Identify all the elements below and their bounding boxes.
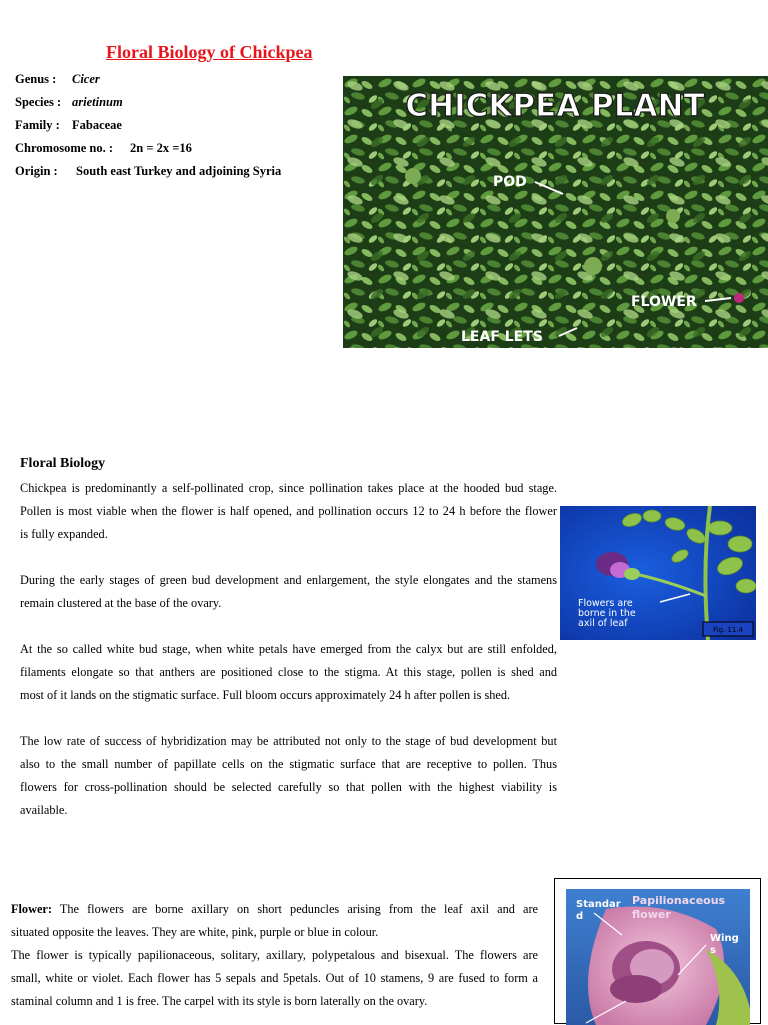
paragraph-line: situated opposite the leaves. They are white, pink, purple or blue in colour. bbox=[11, 925, 379, 939]
axil-caption-line: axil of leaf bbox=[578, 618, 628, 629]
paragraph-line: is fully expanded. bbox=[20, 527, 108, 541]
family-row bbox=[15, 118, 122, 133]
papilionaceous-flower-photo bbox=[566, 889, 750, 1025]
axil-flower-photo bbox=[560, 506, 756, 640]
species-row bbox=[15, 95, 123, 110]
chickpea-plant-photo bbox=[343, 76, 768, 348]
page-title: Floral Biology of Chickpea bbox=[106, 42, 313, 62]
pod-label: POD bbox=[493, 174, 527, 190]
paragraph-line: filaments elongate so that anthers are positioned close to the stigma. At this stage, pollen is shed and bbox=[20, 665, 557, 679]
axil-flower-illustration bbox=[560, 506, 756, 640]
papilionaceous-label-line: Papilionaceous bbox=[632, 894, 726, 907]
chromosome-value: 2n = 2x =16 bbox=[130, 141, 192, 155]
origin-label: Origin : bbox=[15, 164, 58, 178]
family-label: Family : bbox=[15, 118, 60, 132]
paragraph-line: Chickpea is predominantly a self-pollinated crop, since pollination takes place at the hooded bud stage. bbox=[20, 481, 557, 495]
origin-value: South east Turkey and adjoining Syria bbox=[76, 164, 282, 178]
standard-label-line: d bbox=[576, 911, 584, 922]
flower-line-text: The flowers are borne axillary on short peduncles arising from the leaf axil and are bbox=[51, 902, 538, 916]
genus-value: Cicer bbox=[72, 72, 100, 86]
flower-dot bbox=[734, 293, 744, 303]
standard-label-line: Standar bbox=[576, 899, 621, 910]
paragraph-line: During the early stages of green bud development and enlargement, the style elongates and the stamens bbox=[20, 573, 557, 587]
paragraph-pollination bbox=[20, 477, 557, 546]
leaflets-label: LEAF LETS bbox=[461, 329, 543, 345]
species-label: Species : bbox=[15, 95, 62, 109]
chromosome-row bbox=[15, 141, 192, 156]
axil-caption-line: Flowers are bbox=[578, 598, 633, 609]
paragraph-line: The low rate of success of hybridization may be attributed not only to the stage of bud development but bbox=[20, 734, 557, 748]
paragraph-line: flowers for cross-pollination should be selected carefully so that pollen with the highest viability is bbox=[20, 780, 557, 794]
chickpea-plant-illustration bbox=[343, 76, 768, 348]
family-value: Fabaceae bbox=[72, 118, 122, 132]
papilionaceous-flower-frame bbox=[554, 878, 761, 1024]
paragraph-line: The flower is typically papilionaceous, solitary, axillary, polypetalous and bisexual. The flowers are bbox=[11, 948, 538, 962]
flower-label: FLOWER bbox=[631, 294, 697, 310]
paragraph-line: most of it lands on the stigmatic surface. Full bloom occurs approximately 24 h after pollen is shed. bbox=[20, 688, 511, 702]
plant-photo-heading: CHICKPEA PLANT bbox=[405, 88, 705, 124]
wings-label-line: s bbox=[710, 945, 716, 956]
paragraph-line: also to the small number of papillate cells on the stigmatic surface that are receptive to pollen. Thus bbox=[20, 757, 557, 771]
figure-label: Fig. 11.4 bbox=[713, 626, 743, 634]
flower-label-bold: Flower: bbox=[11, 902, 52, 916]
paragraph-green-bud bbox=[20, 569, 557, 615]
paragraph-line: staminal column and 1 is free. The carpel with its style is born laterally on the ovary. bbox=[11, 994, 428, 1008]
papilionaceous-label-line: flower bbox=[632, 908, 671, 921]
floral-biology-heading: Floral Biology bbox=[20, 456, 106, 471]
origin-row bbox=[15, 164, 282, 179]
paragraph-line: At the so called white bud stage, when white petals have emerged from the calyx but are still enfolded, bbox=[20, 642, 557, 656]
flower-description bbox=[11, 898, 538, 1013]
species-value: arietinum bbox=[72, 95, 123, 109]
paragraph-line: Pollen is most viable when the flower is half opened, and pollination occurs 12 to 24 h before the flower bbox=[20, 504, 557, 518]
chromosome-label: Chromosome no. : bbox=[15, 141, 114, 155]
paragraph-white-bud bbox=[20, 638, 557, 707]
genus-label: Genus : bbox=[15, 72, 57, 86]
flower-line-1 bbox=[11, 898, 538, 921]
papilionaceous-flower-illustration bbox=[566, 889, 750, 1025]
wings-label-line: Wing bbox=[710, 933, 739, 944]
paragraph-line: remain clustered at the base of the ovary. bbox=[20, 596, 222, 610]
genus-row bbox=[15, 72, 100, 87]
paragraph-hybridization bbox=[20, 730, 557, 822]
paragraph-line: small, white or violet. Each flower has 5 sepals and 5petals. Out of 10 stamens, 9 are fused to form a bbox=[11, 971, 538, 985]
axil-caption-line: borne in the bbox=[578, 608, 636, 619]
paragraph-line: available. bbox=[20, 803, 68, 817]
